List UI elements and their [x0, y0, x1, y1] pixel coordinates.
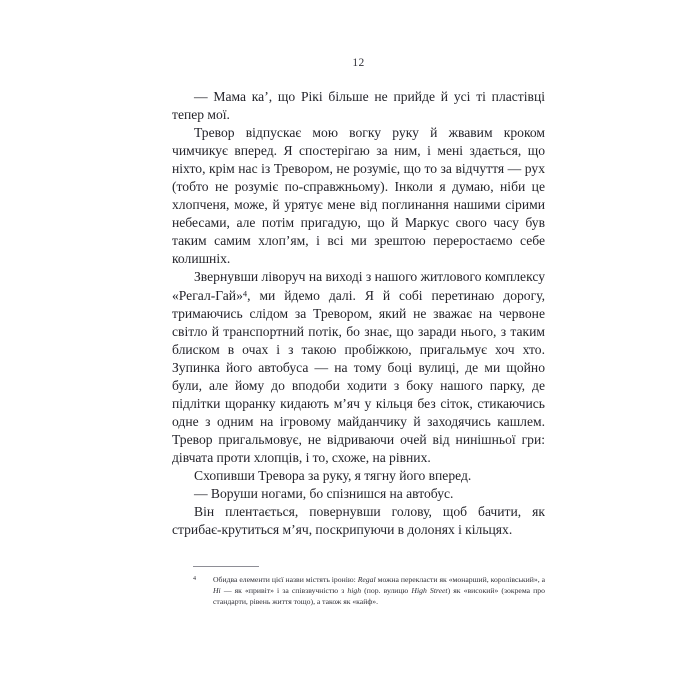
paragraph-2: Тревор відпускає мою вогку руку й жвавим кроком чимчикує вперед. Я спостерігаю за ним, і мені здається, що ніхто, крім нас із Тревором, не розуміє, що то за відчуття — рух (тобто не розуміє по-справжньому). Інколи я думаю, ніби це хлопченя, може, й урятує мене від поглинання нашими сірими небесами, але потім пригадую, що й Маркус свого часу був таким самим хлоп’ям, і всі ми зрештою переростаємо себе колишніх.: [172, 125, 545, 267]
footnote-text-run: ) як «високий» (зокрема про стандарти, рівень життя тощо), а також як «кайф».: [213, 586, 545, 607]
paragraph-6: Він плентається, повернувши голову, щоб бачити, як стрибає-крутиться м’яч, поскрипуючи в долонях і кільцях.: [172, 504, 545, 538]
paragraph-3-text-before-note: Звернувши ліворуч на виході з нашого житлового комплексу «Регал-Гай»: [172, 269, 545, 303]
footnote-text-run: можна перекласти як «монарший, королівський», а: [375, 575, 545, 584]
footnote-italic-run: Hi: [213, 586, 221, 596]
paragraph-4: Схопивши Тревора за руку, я тягну його вперед.: [194, 467, 472, 483]
paragraph-3-text-after-note: , ми йдемо далі. Я й собі перетинаю дорогу, тримаючись слідом за Тревором, який не зважає на червоне світло й транспортний потік, бо знає, що заради нього, з таким блиском в очах і з такою пробіжкою, пригальмує хоч хто. Зупинка його автобуса — на тому боці вулиці, де ми щойно були, але йому до вподоби ходити з боку нашого парку, де підлітки щоранку кидають м’яч у кільця без сіток, стикаючись одне з одним на ігровому майданчику й заходячись кашлем. Тревор пригальмовує, не відриваючи очей від нинішньої гри: дівчата проти хлопців, і то, схоже, на рівних.: [172, 287, 545, 465]
footnote-italic-run: high: [347, 586, 362, 596]
footnote-area: [172, 566, 545, 607]
footnote-text-4: [213, 575, 545, 606]
footnote-italic-run: High Street: [411, 586, 448, 596]
footnote-reference-4[interactable]: 4: [242, 287, 248, 298]
footnote-text-run: Обидва елементи цієї назви містять іронію:: [213, 575, 358, 584]
footnote-separator-rule: [193, 566, 259, 567]
page-number: 12: [352, 57, 365, 69]
body-text-block: [172, 88, 545, 539]
footnote-text-run: (пор. вулицю: [361, 586, 412, 596]
footnote-marker-4: 4: [193, 576, 196, 582]
paragraph-1: — Мама ка’, що Рікі більше не прийде й усі ті пластівці тепер мої.: [172, 89, 545, 123]
footnote-item-4: [172, 574, 545, 607]
footnote-italic-run: Regal: [357, 575, 376, 584]
footnote-text-run: — як «привіт» і за співзвучністю з: [220, 586, 348, 596]
paragraph-3: [172, 268, 545, 467]
paragraph-5: — Воруши ногами, бо спізнишся на автобус.: [194, 486, 454, 502]
